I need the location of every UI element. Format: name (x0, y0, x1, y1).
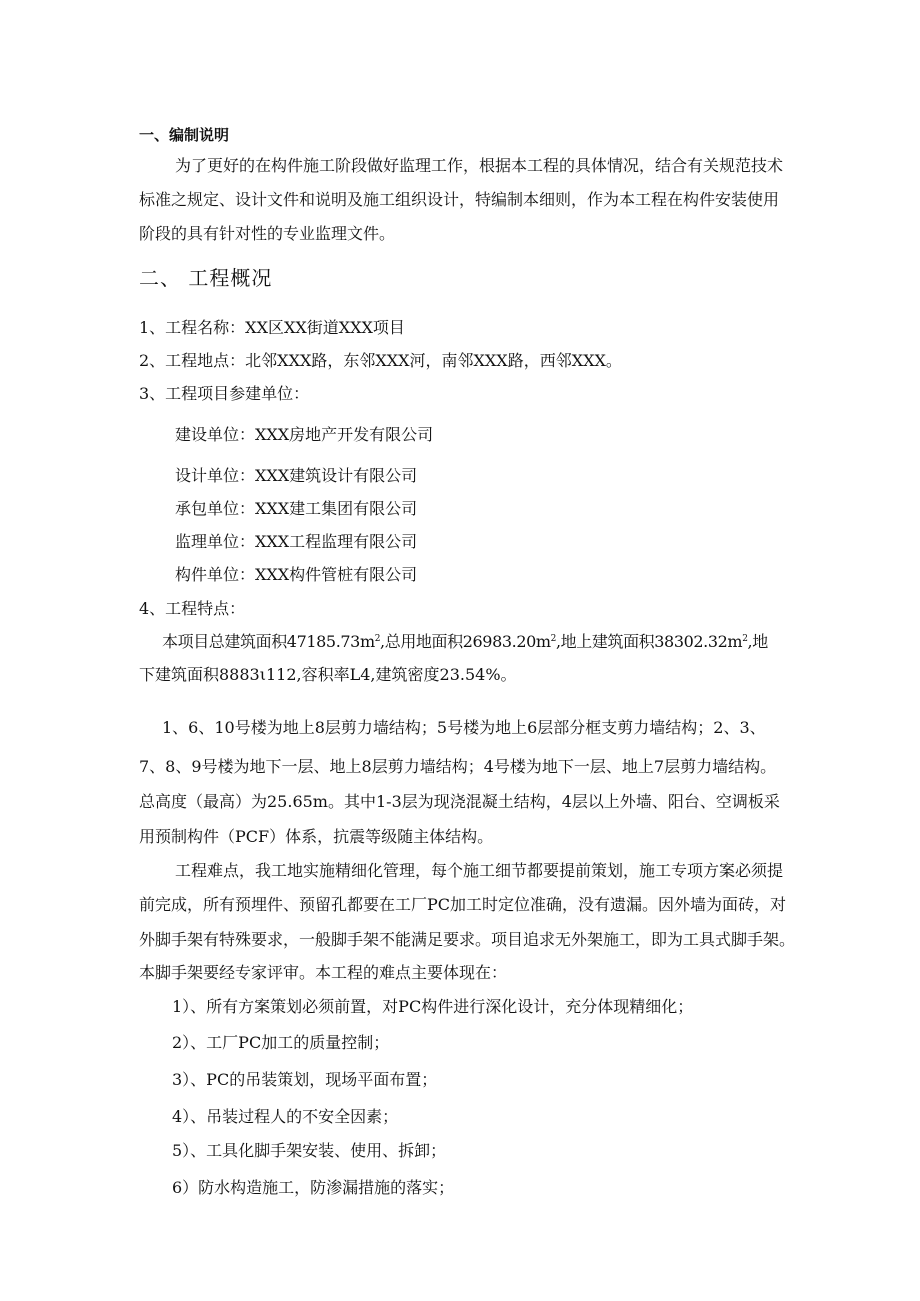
section-1-heading: 一、编制说明 (139, 126, 230, 144)
point-item: 3）、PC的吊装策划，现场平面布置； (172, 1070, 438, 1089)
unit-item: 承包单位：XXX建工集团有限公司 (175, 499, 418, 518)
point-item: 2）、工厂PC加工的质量控制； (172, 1033, 390, 1052)
area-text: ,地 (747, 632, 768, 651)
paragraph-line: 本脚手架要经专家评审。本工程的难点主要体现在： (139, 963, 508, 982)
section-2-heading: 二、 工程概况 (139, 266, 273, 290)
list-item: 4、工程特点： (139, 599, 246, 618)
paragraph-line: 7、8、9号楼为地下一层、地上8层剪力墙结构；4号楼为地下一层、地上7层剪力墙结构。 (139, 757, 777, 776)
point-item: 5）、工具化脚手架安装、使用、拆卸； (172, 1141, 447, 1160)
unit-item: 构件单位：XXX构件管桩有限公司 (175, 565, 418, 584)
unit-item: 设计单位：XXX建筑设计有限公司 (175, 466, 418, 485)
point-item: 6）防水构造施工，防渗漏措施的落实； (172, 1178, 455, 1197)
unit-item: 建设单位：XXX房地产开发有限公司 (175, 425, 434, 444)
area-text: ,总用地面积26983.20m (380, 632, 551, 651)
paragraph-line: 为了更好的在构件施工阶段做好监理工作，根据本工程的具体情况，结合有关规范技术 (175, 156, 784, 175)
paragraph-line: 用预制构件（PCF）体系，抗震等级随主体结构。 (139, 827, 494, 846)
superscript: 2 (742, 634, 748, 644)
superscript: 2 (374, 634, 381, 644)
paragraph-line: 总高度（最高）为25.65m。其中1-3层为现浇混凝土结构，4层以上外墙、阳台、空调板采 (139, 792, 780, 811)
list-item: 1、工程名称：XX区XX街道XXX项目 (139, 318, 405, 337)
unit-item: 监理单位：XXX工程监理有限公司 (175, 532, 418, 551)
paragraph-line: 标准之规定、设计文件和说明及施工组织设计，特编制本细则，作为本工程在构件安装使用 (139, 190, 780, 209)
paragraph-line: 1、6、10号楼为地上8层剪力墙结构；5号楼为地上6层部分框支剪力墙结构；2、3、 (162, 718, 766, 737)
paragraph-line: 工程难点，我工地实施精细化管理，每个施工细节都要提前策划，施工专项方案必须提 (175, 861, 784, 880)
point-item: 1）、所有方案策划必须前置，对PC构件进行深化设计，充分体现精细化； (172, 997, 694, 1016)
paragraph-line: 外脚手架有特殊要求，一般脚手架不能满足要求。项目追求无外架施工，即为工具式脚手架。 (139, 930, 796, 949)
area-text: 本项目总建筑面积47185.73m (162, 632, 375, 651)
superscript: 2 (550, 634, 556, 644)
area-line (162, 632, 768, 652)
paragraph-line: 阶段的具有针对性的专业监理文件。 (139, 224, 396, 243)
area-text: ,地上建筑面积38302.32m (555, 632, 743, 651)
area-line: 下建筑面积8883ι112,容积率L4,建筑密度23.54%。 (139, 665, 517, 684)
list-item: 2、工程地点：北邻XXX路，东邻XXX河，南邻XXX路，西邻XXX。 (139, 351, 622, 370)
paragraph-line: 前完成，所有预埋件、预留孔都要在工厂PC加工时定位准确，没有遗漏。因外墙为面砖，对 (139, 895, 787, 914)
point-item: 4）、吊装过程人的不安全因素； (172, 1107, 399, 1126)
list-item: 3、工程项目参建单位： (139, 384, 310, 403)
